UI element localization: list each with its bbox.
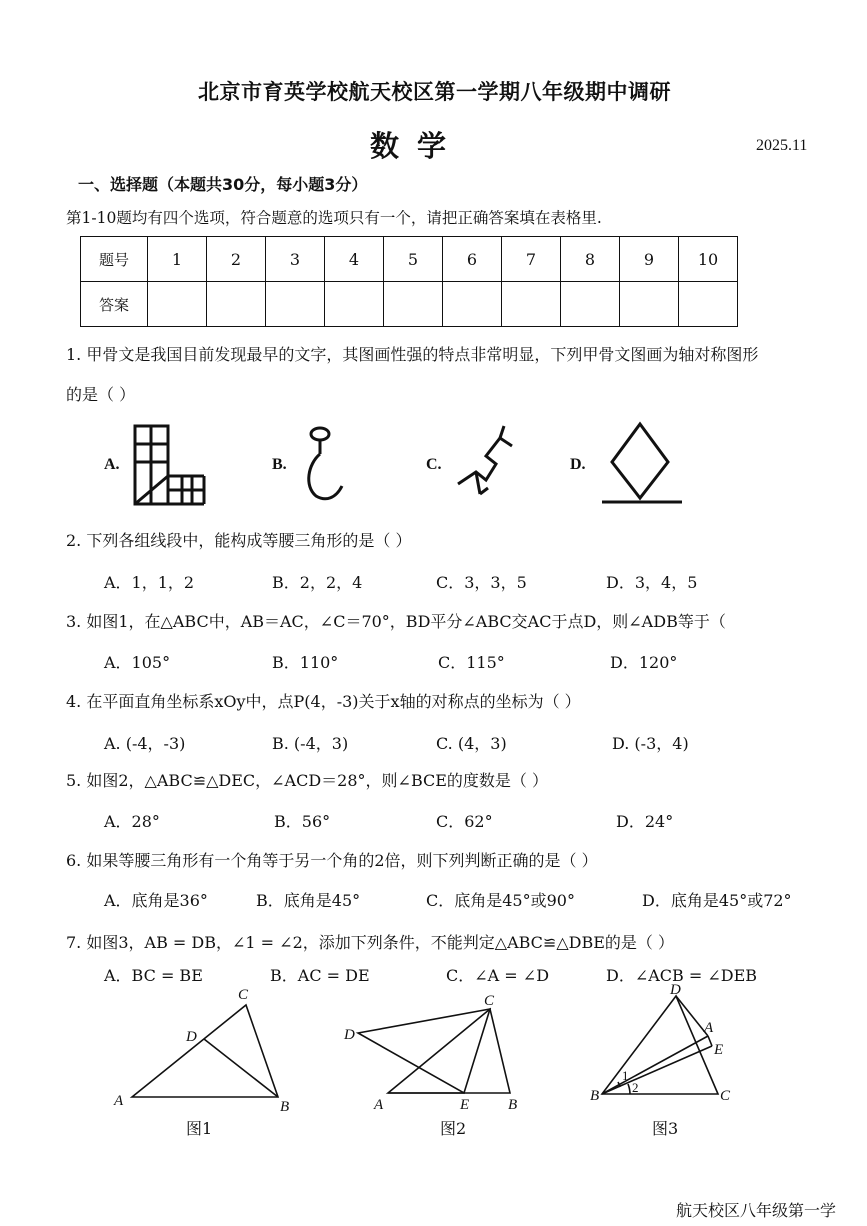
figure-1-diagram [110,985,300,1115]
figure-2-caption: 图2 [440,1119,467,1138]
figure-2-diagram [340,985,540,1115]
table-header-answer: 答案 [81,282,148,327]
fig3-point-a: A [704,1020,714,1036]
oracle-glyph-a [130,424,210,506]
fig3-point-d: D [670,982,681,998]
exam-date: 2025.11 [756,137,808,154]
table-number-cell: 9 [620,237,679,282]
table-number-cell: 6 [443,237,502,282]
q3-option-a[interactable]: A．105° [104,653,171,672]
question-4-stem: 4. 在平面直角坐标系xOy中，点P(4，-3)关于x轴的对称点的坐标为（ ） [66,692,581,711]
table-number-cell: 10 [679,237,738,282]
table-number-cell: 7 [502,237,561,282]
answer-cell[interactable] [148,282,207,327]
q4-option-c[interactable]: C. (4，3) [436,734,507,753]
q6-option-d[interactable]: D．底角是45°或72° [642,891,792,910]
q6-option-a[interactable]: A．底角是36° [104,891,208,910]
q3-option-b[interactable]: B．110° [272,653,339,672]
figure-3-caption: 图3 [652,1119,679,1138]
answer-table-answer-row [81,282,738,327]
q7-option-c[interactable]: C．∠A = ∠D [446,966,550,985]
table-number-cell: 5 [384,237,443,282]
q4-option-a[interactable]: A. (-4，-3) [104,734,186,753]
fig2-point-a: A [374,1097,384,1113]
answer-table-number-row [81,237,738,282]
q1-option-a-label: A. [104,456,120,473]
answer-cell[interactable] [502,282,561,327]
fig3-angle-2: 2 [632,1080,639,1095]
table-number-cell: 4 [325,237,384,282]
section-instruction: 第1-10题均有四个选项，符合题意的选项只有一个，请把正确答案填在表格里. [66,209,602,227]
question-5-stem: 5. 如图2，△ABC≌△DEC，∠ACD＝28°，则∠BCE的度数是（ ） [66,771,549,790]
q2-option-b[interactable]: B．2，2，4 [272,573,363,592]
q6-option-c[interactable]: C．底角是45°或90° [426,891,575,910]
answer-cell[interactable] [561,282,620,327]
q6-option-b[interactable]: B．底角是45° [256,891,361,910]
question-3-stem: 3. 如图1，在△ABC中，AB＝AC，∠C＝70°，BD平分∠ABC交AC于点D，则∠ADB等于（ [66,612,726,631]
figure-3-diagram [590,982,750,1112]
fig3-point-c: C [720,1088,731,1104]
fig3-point-e: E [714,1042,724,1058]
question-1-stem: 1. 甲骨文是我国目前发现最早的文字，其图画性强的特点非常明显，下列甲骨文图画为轴对称图形 [66,345,759,364]
q7-option-d[interactable]: D．∠ACB = ∠DEB [606,966,758,985]
q7-option-b[interactable]: B．AC = DE [270,966,370,985]
q3-option-c[interactable]: C．115° [438,653,505,672]
fig1-point-b: B [280,1099,290,1115]
q5-option-d[interactable]: D．24° [616,812,674,831]
page-footer: 航天校区八年级第一学 [676,1201,837,1220]
question-6-stem: 6. 如果等腰三角形有一个角等于另一个角的2倍，则下列判断正确的是（ ） [66,851,598,870]
q1-option-d-label: D. [570,456,586,473]
answer-cell[interactable] [266,282,325,327]
q1-option-b-label: B. [272,456,287,473]
exam-title: 北京市育英学校航天校区第一学期八年级期中调研 [198,80,671,104]
table-number-cell: 2 [207,237,266,282]
table-header-number: 题号 [81,237,148,282]
answer-cell[interactable] [679,282,738,327]
fig2-point-e: E [460,1097,470,1113]
fig3-angle-1: 1 [622,1068,629,1083]
answer-cell[interactable] [443,282,502,327]
fig1-point-d: D [186,1029,197,1045]
q3-option-d[interactable]: D．120° [610,653,678,672]
figure-1-caption: 图1 [186,1119,213,1138]
fig1-point-c: C [238,987,249,1003]
fig3-point-b: B [590,1088,600,1104]
table-number-cell: 3 [266,237,325,282]
q4-option-d[interactable]: D. (-3，4) [612,734,689,753]
answer-table [80,236,738,327]
answer-cell[interactable] [325,282,384,327]
q7-option-a[interactable]: A．BC = BE [104,966,203,985]
fig1-point-a: A [114,1093,124,1109]
question-2-stem: 2. 下列各组线段中，能构成等腰三角形的是（ ） [66,531,412,550]
question-7-stem: 7. 如图3，AB = DB，∠1 = ∠2，添加下列条件，不能判定△ABC≌△DBE的是（ ） [66,933,674,952]
q4-option-b[interactable]: B. (-4，3) [272,734,349,753]
answer-cell[interactable] [207,282,266,327]
section-heading: 一、选择题（本题共30分，每小题3分） [78,175,368,194]
table-number-cell: 1 [148,237,207,282]
q5-option-c[interactable]: C．62° [436,812,493,831]
answer-cell[interactable] [620,282,679,327]
q2-option-a[interactable]: A．1，1，2 [104,573,195,592]
subject-title: 数学 [370,129,465,163]
answer-cell[interactable] [384,282,443,327]
question-1-stem-cont: 的是（ ） [66,385,136,404]
fig2-point-c: C [484,993,495,1009]
q5-option-b[interactable]: B．56° [274,812,331,831]
oracle-glyph-b [300,424,350,504]
fig2-point-b: B [508,1097,518,1113]
q2-option-d[interactable]: D．3，4，5 [606,573,698,592]
fig2-point-d: D [344,1027,355,1043]
q1-option-c-label: C. [426,456,442,473]
oracle-glyph-d [600,422,684,506]
oracle-glyph-c [456,424,526,496]
q2-option-c[interactable]: C．3，3，5 [436,573,527,592]
q5-option-a[interactable]: A．28° [104,812,160,831]
table-number-cell: 8 [561,237,620,282]
